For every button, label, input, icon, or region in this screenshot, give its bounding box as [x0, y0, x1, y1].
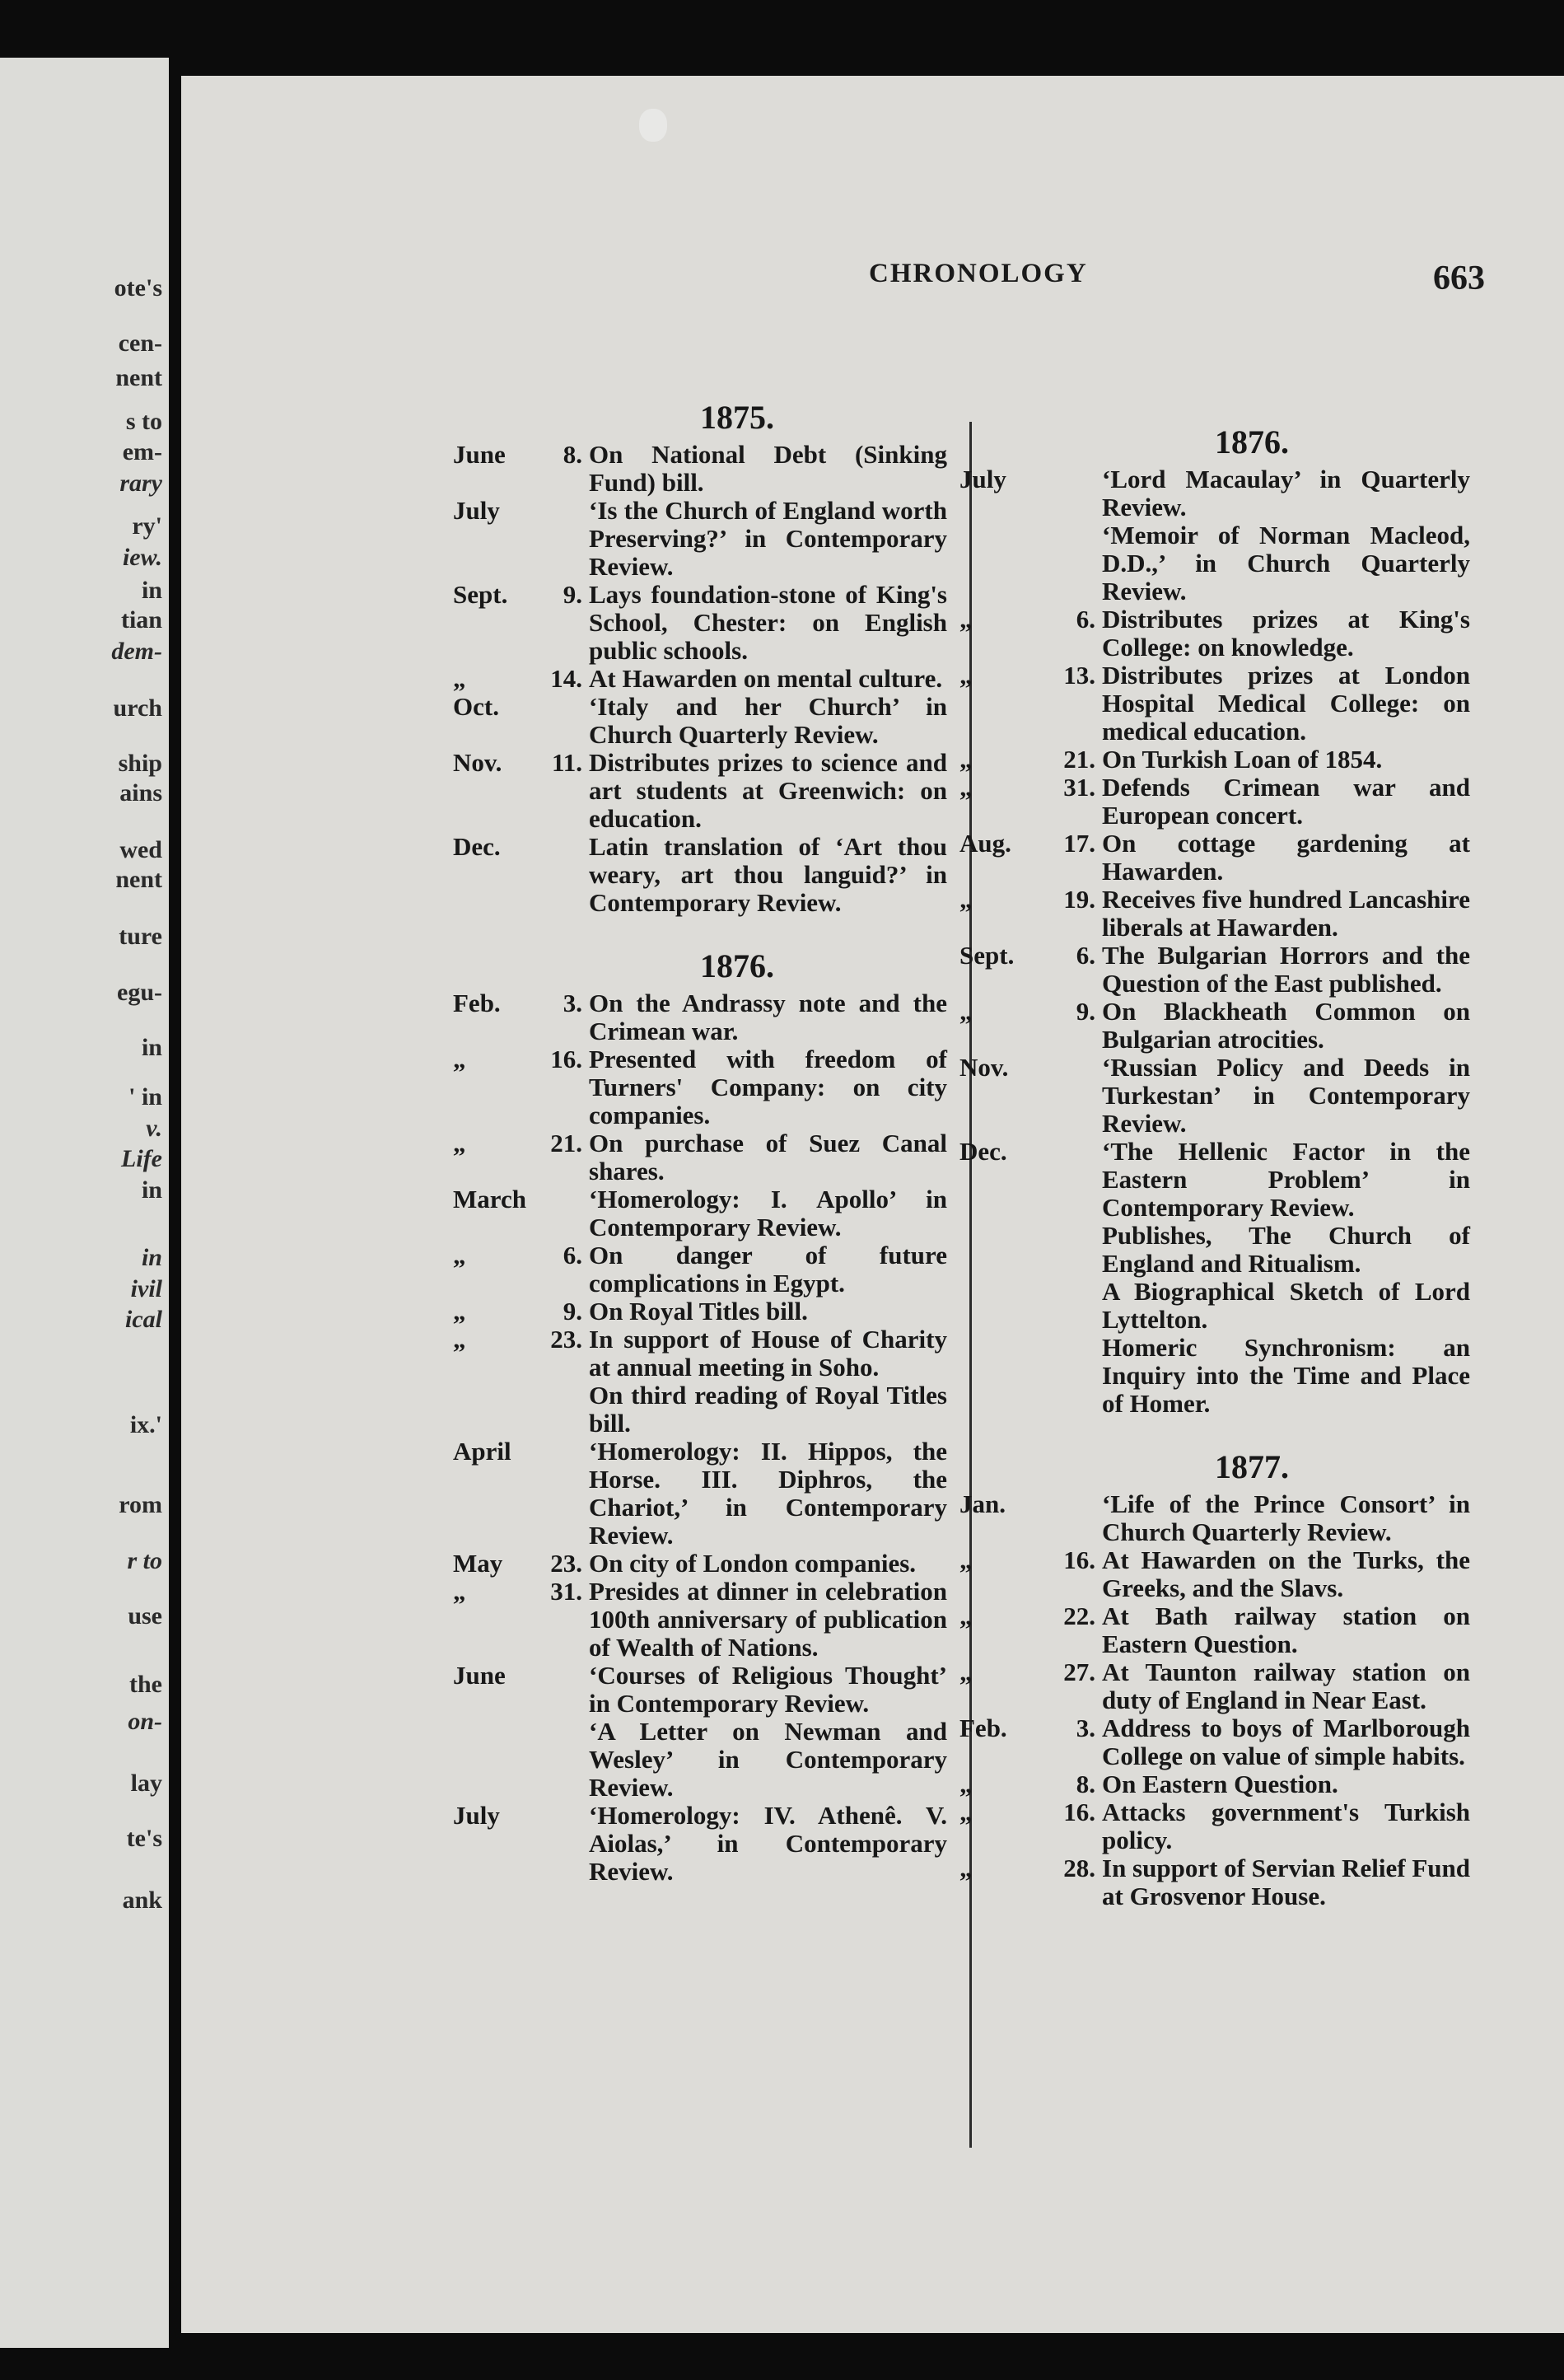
margin-fragment: r to — [127, 1546, 162, 1574]
entry-month: „ — [959, 745, 973, 774]
entry-day: 21. — [1063, 745, 1095, 774]
margin-fragment: in — [141, 1034, 162, 1061]
chronology-entry — [453, 1129, 947, 1185]
chronology-entry — [959, 1798, 1470, 1854]
running-head: CHRONOLOGY — [869, 259, 1088, 288]
chronology-entry — [959, 1334, 1470, 1418]
entry-month: Feb. — [959, 1714, 1007, 1742]
entry-day: 28. — [1063, 1854, 1095, 1882]
year-heading: 1877. — [1215, 1448, 1289, 1485]
chronology-entry — [959, 1278, 1470, 1334]
entry-text: On the Andrassy note and the Crimean war. — [589, 989, 947, 1045]
entry-text: Distributes prizes at London Hospital Medical College: on medical education. — [1102, 661, 1470, 746]
entry-text: Distributes prizes to science and art students at Greenwich: on education. — [589, 748, 947, 833]
margin-fragment: on- — [128, 1707, 162, 1735]
entry-day — [531, 497, 589, 581]
chronology-entry — [959, 1602, 1470, 1658]
entry-month: April — [453, 1437, 511, 1466]
entry-month: May — [453, 1549, 503, 1578]
margin-fragment: egu- — [117, 978, 162, 1006]
entry-month: „ — [959, 1798, 973, 1826]
entry-day: 16. — [1063, 1798, 1095, 1826]
chronology-entry — [453, 1718, 947, 1802]
chronology-entry — [453, 1578, 947, 1662]
entry-day — [531, 693, 589, 749]
chronology-entry — [959, 1222, 1470, 1278]
chronology-entry — [453, 441, 947, 497]
chronology-entry — [453, 1045, 947, 1129]
entry-text: A Biographical Sketch of Lord Lyttelton. — [1102, 1277, 1470, 1334]
chronology-entry — [959, 521, 1470, 606]
entry-day — [531, 833, 589, 917]
entry-text: ‘Italy and her Church’ in Church Quarterly Review. — [589, 692, 947, 749]
entry-month: „ — [959, 1601, 973, 1630]
binding-mark — [639, 109, 667, 142]
entry-month: July — [453, 496, 500, 525]
entry-day: 19. — [1063, 885, 1095, 914]
chronology-entry — [959, 1770, 1470, 1798]
entry-month — [453, 1382, 531, 1438]
chronology-entry — [453, 1326, 947, 1382]
entry-text: Receives five hundred Lancashire liberals at Hawarden. — [1102, 885, 1470, 942]
entry-text: Publishes, The Church of England and Ritualism. — [1102, 1221, 1470, 1278]
entry-text: ‘Lord Macaulay’ in Quarterly Review. — [1102, 465, 1470, 521]
entry-text: Latin translation of ‘Art thou weary, art thou languid?’ in Contemporary Review. — [589, 832, 947, 917]
entry-day: 9. — [1076, 997, 1095, 1026]
entry-text: ‘The Hellenic Factor in the Eastern Problem’ in Contemporary Review. — [1102, 1137, 1470, 1222]
margin-fragment: ains — [119, 779, 162, 807]
entry-day: 21. — [550, 1129, 582, 1157]
entry-text: On danger of future complications in Egypt. — [589, 1241, 947, 1298]
entry-month: „ — [959, 605, 973, 634]
entry-text: On Turkish Loan of 1854. — [1102, 745, 1383, 774]
margin-fragment: the — [129, 1670, 162, 1698]
entry-month: „ — [959, 1770, 973, 1798]
chronology-entry — [959, 465, 1470, 521]
chronology-entry — [453, 749, 947, 833]
entry-month: Feb. — [453, 989, 501, 1017]
margin-fragment: wed — [119, 836, 162, 863]
entry-day — [1046, 1138, 1102, 1222]
entry-day: 23. — [550, 1325, 582, 1354]
entry-day — [531, 1185, 589, 1241]
chronology-entry — [453, 1802, 947, 1886]
margin-fragment: ship — [118, 750, 162, 777]
margin-fragment: s to — [125, 407, 162, 435]
entry-day: 23. — [550, 1549, 582, 1578]
entry-text: On Eastern Question. — [1102, 1770, 1338, 1798]
margin-fragment: Life — [121, 1145, 162, 1172]
entry-text: ‘Homerology: IV. Athenê. V. Aiolas,’ in Contemporary Review. — [589, 1801, 947, 1886]
entry-month — [453, 1718, 531, 1802]
margin-fragment: urch — [113, 694, 162, 722]
facing-page-edge — [0, 58, 169, 2348]
entry-text: The Bulgarian Horrors and the Question of the East published. — [1102, 941, 1470, 998]
entry-month: „ — [959, 997, 973, 1026]
chronology-entry — [959, 1138, 1470, 1222]
entry-month: June — [453, 440, 506, 469]
entry-month: Sept. — [453, 580, 508, 609]
entry-day — [531, 1662, 589, 1718]
entry-month — [959, 1334, 1046, 1418]
chronology-entry — [453, 1298, 947, 1326]
chronology-entry — [453, 1438, 947, 1550]
entry-text: ‘Homerology: II. Hippos, the Horse. III. Diphros, the Chariot,’ in Contemporary Review. — [589, 1437, 947, 1550]
entry-text: At Hawarden on the Turks, the Greeks, and the Slavs. — [1102, 1545, 1470, 1602]
entry-text: On Blackheath Common on Bulgarian atrocities. — [1102, 997, 1470, 1054]
entry-text: Presides at dinner in celebration 100th anniversary of publication of Wealth of Nations. — [589, 1577, 947, 1662]
margin-fragment: rom — [119, 1491, 162, 1518]
entry-month: „ — [959, 885, 973, 914]
chronology-entry — [959, 606, 1470, 662]
margin-fragment: ical — [125, 1306, 162, 1333]
entry-day: 27. — [1063, 1658, 1095, 1686]
year-heading: 1875. — [700, 399, 774, 436]
entry-day: 16. — [550, 1045, 582, 1073]
entry-day: 16. — [1063, 1545, 1095, 1574]
entry-day: 6. — [563, 1241, 582, 1269]
entry-month: „ — [453, 664, 466, 693]
chronology-entry — [453, 581, 947, 665]
entry-month: „ — [453, 1045, 466, 1073]
chronology-entry — [959, 1054, 1470, 1138]
entry-day — [1046, 1334, 1102, 1418]
entry-month: „ — [453, 1325, 466, 1354]
entry-month: „ — [959, 1854, 973, 1882]
chronology-entry — [453, 497, 947, 581]
entry-month: Sept. — [959, 941, 1015, 970]
chronology-entry — [959, 942, 1470, 998]
entry-day — [1046, 1054, 1102, 1138]
entry-month: Aug. — [959, 829, 1011, 858]
entry-month: „ — [453, 1577, 466, 1606]
chronology-entry — [959, 1854, 1470, 1910]
entry-month — [959, 1222, 1046, 1278]
year-heading: 1876. — [700, 947, 774, 984]
entry-month: „ — [453, 1297, 466, 1326]
margin-fragment: cen- — [118, 330, 162, 357]
entry-day: 22. — [1063, 1601, 1095, 1630]
entry-month: „ — [959, 1658, 973, 1686]
chronology-entry — [959, 774, 1470, 830]
chronology-entry — [959, 830, 1470, 886]
entry-text: Address to boys of Marlborough College on value of simple habits. — [1102, 1714, 1470, 1770]
margin-fragment: ry' — [132, 512, 162, 540]
margin-fragment: in — [141, 1244, 162, 1271]
margin-fragment: iew. — [122, 543, 162, 571]
entry-month: Nov. — [959, 1053, 1009, 1082]
entry-month: „ — [453, 1129, 466, 1157]
entry-month: Nov. — [453, 748, 502, 777]
entry-day — [1046, 1278, 1102, 1334]
entry-month: July — [959, 465, 1006, 493]
entry-text: On purchase of Suez Canal shares. — [589, 1129, 947, 1185]
entry-month — [959, 521, 1046, 606]
chronology-entry — [959, 746, 1470, 774]
margin-fragment: te's — [126, 1825, 162, 1852]
entry-month: Oct. — [453, 692, 499, 721]
year-heading: 1876. — [1215, 423, 1289, 461]
chronology-entry — [453, 989, 947, 1045]
entry-month: „ — [959, 1545, 973, 1574]
entry-day — [1046, 1222, 1102, 1278]
book-page — [181, 76, 1564, 2333]
entry-day: 9. — [563, 580, 582, 609]
entry-text: Homeric Synchronism: an Inquiry into the Time and Place of Homer. — [1102, 1333, 1470, 1418]
entry-day — [531, 1802, 589, 1886]
margin-fragment: dem- — [111, 637, 162, 665]
entry-day: 17. — [1063, 829, 1095, 858]
entry-day: 8. — [1076, 1770, 1095, 1798]
chronology-entry — [453, 665, 947, 693]
entry-day: 3. — [563, 989, 582, 1017]
entry-text: ‘A Letter on Newman and Wesley’ in Contemporary Review. — [589, 1717, 947, 1802]
entry-text: In support of Servian Relief Fund at Grosvenor House. — [1102, 1854, 1470, 1910]
entry-day: 9. — [563, 1297, 582, 1326]
margin-fragment: ank — [122, 1887, 162, 1914]
margin-fragment: ix.' — [129, 1410, 162, 1438]
entry-text: At Taunton railway station on duty of England in Near East. — [1102, 1658, 1470, 1714]
chronology-entry — [959, 1546, 1470, 1602]
margin-fragment: ivil — [130, 1274, 162, 1302]
entry-text: At Hawarden on mental culture. — [589, 664, 943, 693]
entry-day — [1046, 1490, 1102, 1546]
entry-day — [531, 1718, 589, 1802]
entry-day — [531, 1382, 589, 1438]
margin-fragment: nent — [115, 364, 162, 391]
entry-text: ‘Is the Church of England worth Preserving?’ in Contemporary Review. — [589, 496, 947, 581]
entry-month: „ — [959, 773, 973, 802]
chronology-entry — [453, 1241, 947, 1298]
margin-fragment: nent — [115, 866, 162, 893]
entry-text: On Royal Titles bill. — [589, 1297, 808, 1326]
chronology-entry — [453, 1550, 947, 1578]
page-number: 663 — [1433, 260, 1485, 297]
entry-text: ‘Courses of Religious Thought’ in Contemporary Review. — [589, 1661, 947, 1718]
chronology-entry — [959, 998, 1470, 1054]
entry-month: „ — [959, 661, 973, 690]
margin-fragment: tian — [120, 606, 162, 634]
margin-fragment: ' in — [128, 1083, 162, 1111]
margin-fragment: ture — [119, 923, 162, 950]
right-column — [959, 418, 1470, 1910]
entry-month — [959, 1278, 1046, 1334]
entry-day: 6. — [1076, 941, 1095, 970]
chronology-entry — [453, 1185, 947, 1241]
entry-text: ‘Homerology: I. Apollo’ in Contemporary Review. — [589, 1185, 947, 1241]
entry-day: 11. — [551, 748, 582, 777]
margin-fragment: rary — [119, 469, 162, 497]
entry-text: ‘Life of the Prince Consort’ in Church Quarterly Review. — [1102, 1489, 1470, 1546]
margin-fragment: em- — [122, 438, 162, 465]
chronology-entry — [959, 886, 1470, 942]
entry-day: 13. — [1063, 661, 1095, 690]
entry-month: March — [453, 1185, 526, 1213]
entry-text: Distributes prizes at King's College: on knowledge. — [1102, 605, 1470, 662]
entry-month: July — [453, 1801, 500, 1830]
entry-text: Defends Crimean war and European concert. — [1102, 773, 1470, 830]
entry-day — [1046, 521, 1102, 606]
left-column — [453, 393, 947, 1886]
entry-text: Attacks government's Turkish policy. — [1102, 1798, 1470, 1854]
entry-text: In support of House of Charity at annual meeting in Soho. — [589, 1325, 947, 1382]
margin-fragment: use — [128, 1602, 162, 1630]
entry-text: ‘Memoir of Norman Macleod, D.D.,’ in Church Quarterly Review. — [1102, 521, 1470, 606]
chronology-entry — [959, 1714, 1470, 1770]
chronology-entry — [959, 1658, 1470, 1714]
entry-day: 3. — [1076, 1714, 1095, 1742]
entry-text: On city of London companies. — [589, 1549, 917, 1578]
entry-day — [1046, 465, 1102, 521]
entry-month: Jan. — [959, 1489, 1006, 1518]
chronology-entry — [453, 833, 947, 917]
entry-month: „ — [453, 1241, 466, 1269]
chronology-entry — [959, 662, 1470, 746]
margin-fragment: ote's — [114, 274, 162, 302]
entry-text: On cottage gardening at Hawarden. — [1102, 829, 1470, 886]
margin-fragment: lay — [130, 1769, 162, 1797]
entry-text: On third reading of Royal Titles bill. — [589, 1381, 947, 1438]
entry-day — [531, 1438, 589, 1550]
entry-month: Dec. — [959, 1137, 1007, 1166]
entry-day: 31. — [1063, 773, 1095, 802]
entry-day: 6. — [1076, 605, 1095, 634]
entry-text: Presented with freedom of Turners' Company: on city companies. — [589, 1045, 947, 1129]
chronology-entry — [453, 1662, 947, 1718]
entry-month: June — [453, 1661, 506, 1690]
entry-day: 31. — [550, 1577, 582, 1606]
entry-day: 8. — [563, 440, 582, 469]
entry-text: On National Debt (Sinking Fund) bill. — [589, 440, 947, 497]
margin-fragment: in — [141, 577, 162, 604]
margin-fragment: in — [141, 1176, 162, 1204]
entry-day: 14. — [550, 664, 582, 693]
entry-month: Dec. — [453, 832, 501, 861]
entry-text: ‘Russian Policy and Deeds in Turkestan’ in Contemporary Review. — [1102, 1053, 1470, 1138]
chronology-entry — [959, 1490, 1470, 1546]
chronology-entry — [453, 693, 947, 749]
margin-fragment: v. — [146, 1114, 162, 1142]
entry-text: Lays foundation-stone of King's School, Chester: on English public schools. — [589, 580, 947, 665]
chronology-entry — [453, 1382, 947, 1438]
entry-text: At Bath railway station on Eastern Question. — [1102, 1601, 1470, 1658]
